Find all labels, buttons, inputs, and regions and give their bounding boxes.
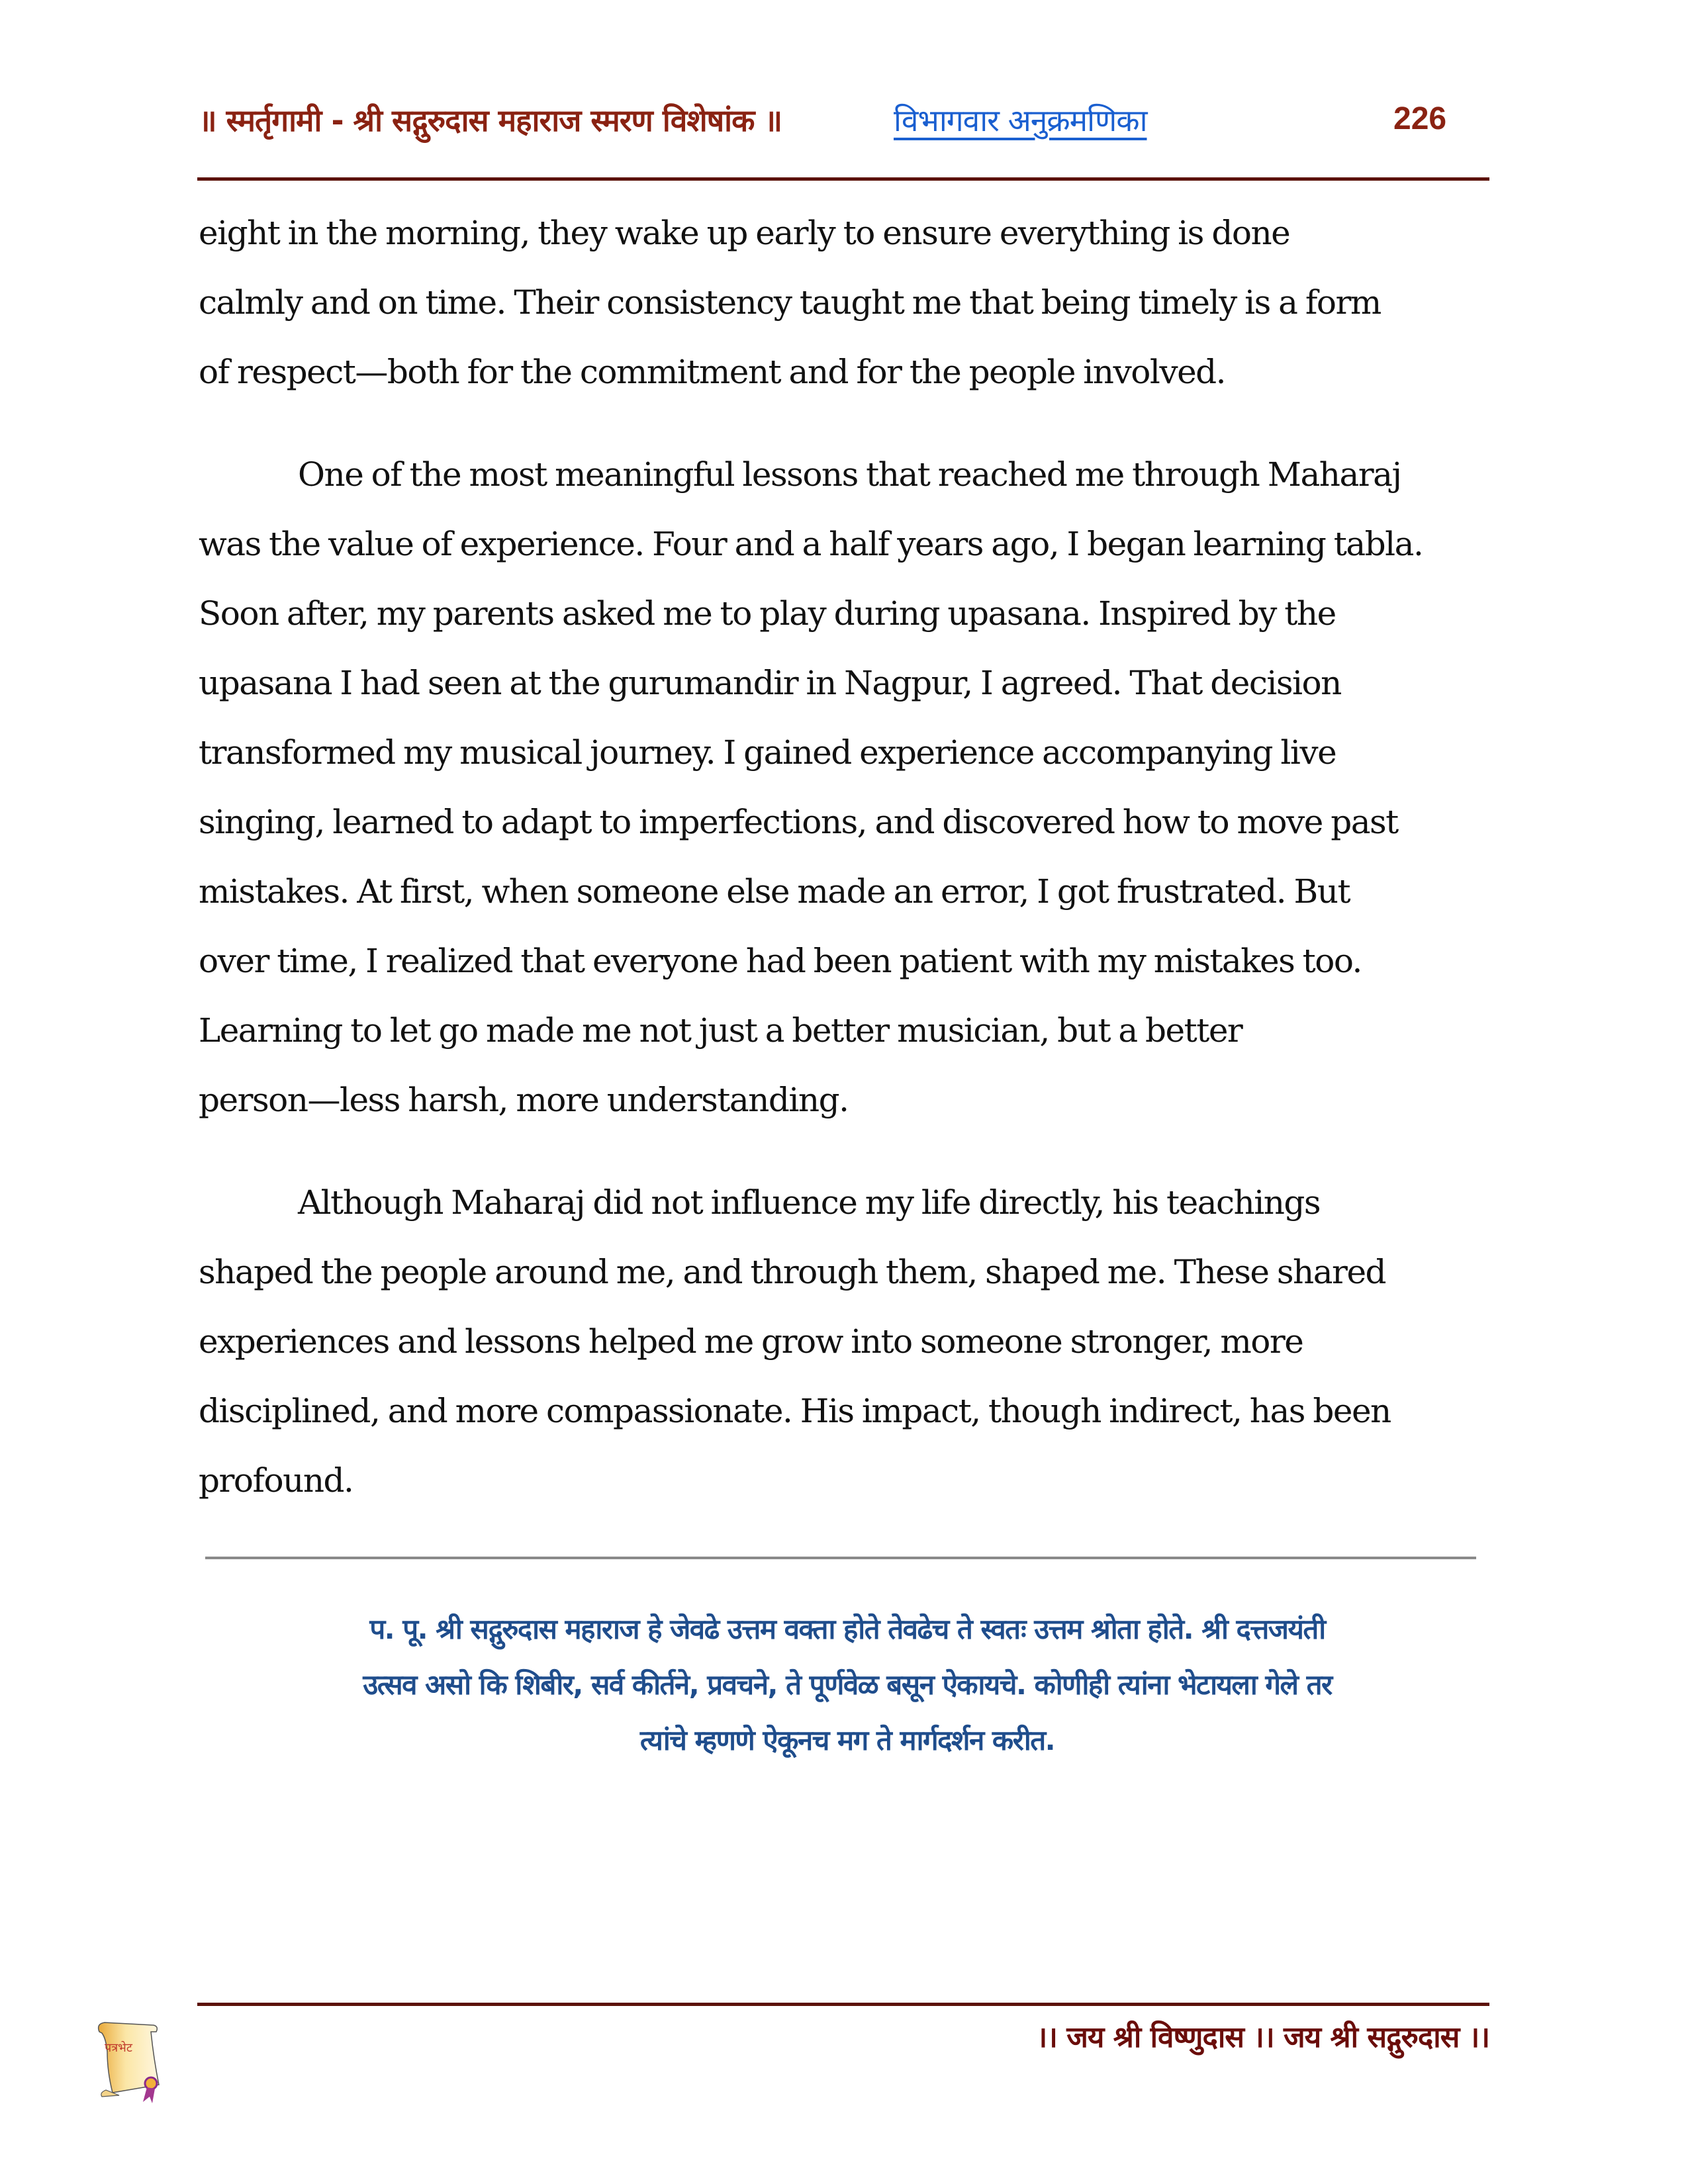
paragraph-2 — [199, 440, 1496, 1135]
text-line: disciplined, and more compassionate. His impact, though indirect, has been — [199, 1392, 1391, 1430]
text-line: Although Maharaj did not influence my life directly, his teachings — [298, 1183, 1321, 1222]
text-line: mistakes. At first, when someone else made an error, I got frustrated. But — [199, 872, 1350, 911]
marathi-quote — [199, 1602, 1496, 1768]
text-line: calmly and on time. Their consistency taught me that being timely is a form — [199, 283, 1381, 322]
text-line: was the value of experience. Four and a half years ago, I began learning tabla. — [199, 525, 1423, 563]
footer-rule — [197, 2003, 1489, 2006]
page-number: 226 — [1393, 101, 1447, 136]
text-line: shaped the people around me, and through them, shaped me. These shared — [199, 1253, 1386, 1291]
scroll-ribbon-icon — [93, 2012, 165, 2105]
patrabhet-logo — [93, 2012, 165, 2105]
text-line: profound. — [199, 1461, 353, 1500]
article-body — [199, 199, 1496, 1516]
paragraph-gap — [199, 407, 1496, 440]
text-line: One of the most meaningful lessons that reached me through Maharaj — [298, 455, 1401, 494]
quote-line: उत्सव असो कि शिबीर, सर्व कीर्तने, प्रवचने, ते पूर्णवेळ बसून ऐकायचे. कोणीही त्यांना भेटायला गेले तर — [363, 1668, 1332, 1701]
footer-invocation: ।। जय श्री विष्णुदास ।। जय श्री सद्गुरुदास ।। — [1036, 2021, 1489, 2054]
text-line: upasana I had seen at the gurumandir in Nagpur, I agreed. That decision — [199, 664, 1341, 702]
section-divider — [205, 1557, 1476, 1559]
text-line: eight in the morning, they wake up early to ensure everything is done — [199, 214, 1290, 252]
quote-line: त्यांचे म्हणणे ऐकूनच मग ते मार्गदर्शन करीत. — [639, 1724, 1055, 1756]
page-header — [199, 99, 1496, 152]
text-line: experiences and lessons helped me grow into someone stronger, more — [199, 1322, 1303, 1361]
text-line: singing, learned to adapt to imperfections, and discovered how to move past — [199, 803, 1398, 841]
text-line: Learning to let go made me not just a better musician, but a better — [199, 1011, 1243, 1050]
text-line: of respect—both for the commitment and for the people involved. — [199, 353, 1226, 391]
header-rule — [197, 177, 1489, 181]
logo-label: पत्रभेट — [105, 2041, 132, 2055]
quote-line: प. पू. श्री सद्गुरुदास महाराज हे जेवढे उत्तम वक्ता होते तेवढेच ते स्वतः उत्तम श्रोता होते. श्री दत्तजयंती — [369, 1613, 1325, 1645]
section-index-link[interactable]: विभागवार अनुक्रमणिका — [894, 103, 1147, 138]
text-line: transformed my musical journey. I gained experience accompanying live — [199, 733, 1336, 772]
text-line: over time, I realized that everyone had been patient with my mistakes too. — [199, 942, 1362, 980]
paragraph-gap — [199, 1135, 1496, 1168]
text-line: person—less harsh, more understanding. — [199, 1081, 849, 1119]
paragraph-3 — [199, 1168, 1496, 1516]
paragraph-1 — [199, 199, 1496, 407]
publication-title: ॥ स्मर्तृगामी - श्री सद्गुरुदास महाराज स्मरण विशेषांक ॥ — [199, 103, 782, 138]
text-line: Soon after, my parents asked me to play during upasana. Inspired by the — [199, 594, 1336, 633]
